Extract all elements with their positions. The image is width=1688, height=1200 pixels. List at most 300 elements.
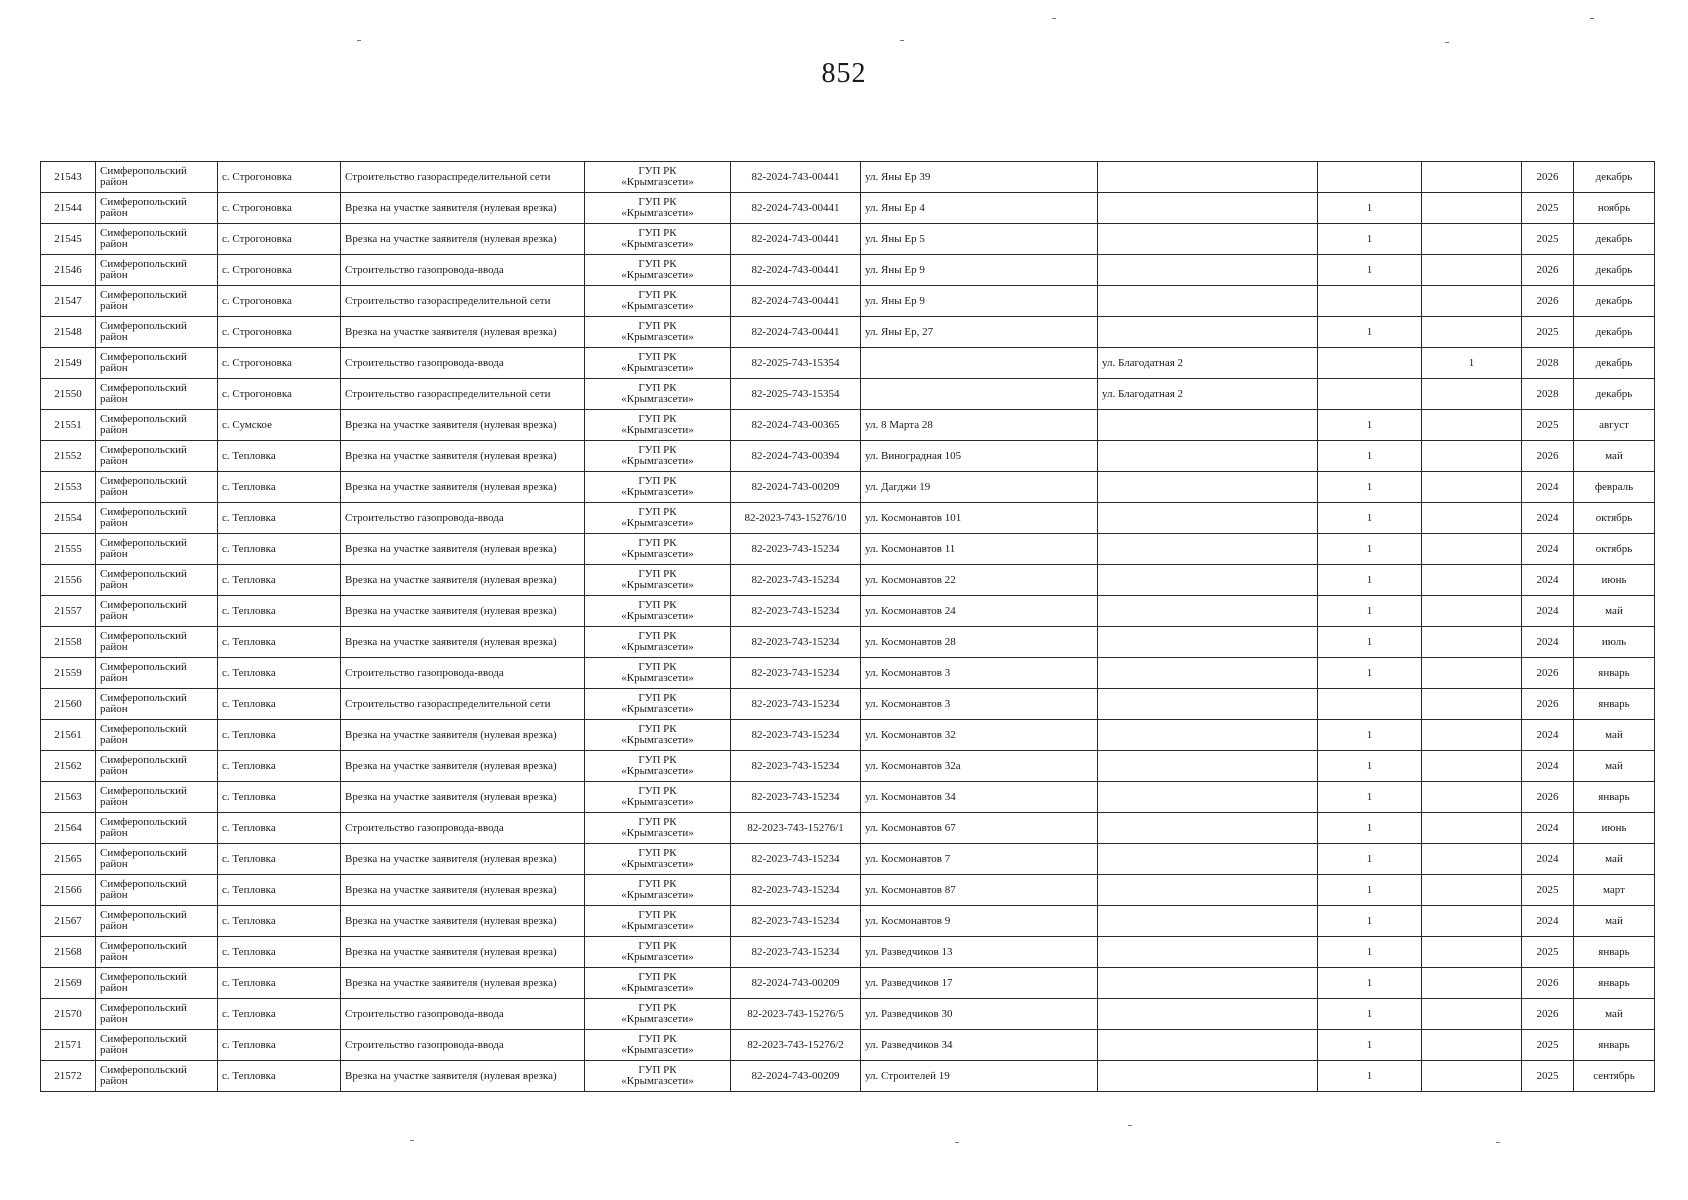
organization-quote-line: «Крымгазсети» [621,1075,694,1087]
settlement-cell: с. Тепловка [218,875,341,906]
month-cell: декабрь [1574,317,1655,348]
organization-name-line: ГУП РК [638,1033,677,1045]
organization-name-line: ГУП РК [638,413,677,425]
address-cell [861,379,1098,410]
project-code-cell: 82-2024-743-00209 [731,1061,861,1092]
row-number: 21550 [41,379,96,410]
table-row [41,689,1655,720]
year-cell: 2026 [1522,689,1574,720]
district-cell: Симферопольский район [96,348,218,379]
address-extra-cell [1098,813,1318,844]
organization-cell [585,441,731,472]
quantity-cell: 1 [1318,937,1422,968]
quantity-extra-cell [1422,751,1522,782]
organization-quote-line: «Крымгазсети» [621,1044,694,1056]
month-cell: декабрь [1574,286,1655,317]
address-extra-cell [1098,286,1318,317]
district-cell: Симферопольский район [96,689,218,720]
year-cell: 2026 [1522,441,1574,472]
address-extra-cell [1098,1030,1318,1061]
table-row [41,286,1655,317]
district-cell: Симферопольский район [96,379,218,410]
work-type-cell: Врезка на участке заявителя (нулевая врезка) [341,534,585,565]
month-cell: май [1574,906,1655,937]
address-extra-cell [1098,937,1318,968]
work-type-cell: Врезка на участке заявителя (нулевая врезка) [341,596,585,627]
quantity-cell: 1 [1318,565,1422,596]
year-cell: 2026 [1522,968,1574,999]
address-cell: ул. Яны Ер 9 [861,286,1098,317]
table-row [41,255,1655,286]
address-cell: ул. Разведчиков 17 [861,968,1098,999]
quantity-cell: 1 [1318,627,1422,658]
quantity-cell: 1 [1318,658,1422,689]
settlement-cell: с. Строгоновка [218,317,341,348]
scan-speck [955,1142,959,1143]
address-extra-cell [1098,596,1318,627]
project-code-cell: 82-2024-743-00441 [731,317,861,348]
address-cell: ул. Космонавтов 3 [861,658,1098,689]
district-cell: Симферопольский район [96,999,218,1030]
register-table [40,161,1655,1092]
project-code-cell: 82-2023-743-15234 [731,596,861,627]
organization-quote-line: «Крымгазсети» [621,703,694,715]
organization-name-line: ГУП РК [638,971,677,983]
district-cell: Симферопольский район [96,1030,218,1061]
district-cell: Симферопольский район [96,751,218,782]
organization-cell [585,689,731,720]
month-cell: май [1574,999,1655,1030]
table-row [41,844,1655,875]
work-type-cell: Врезка на участке заявителя (нулевая врезка) [341,968,585,999]
work-type-cell: Строительство газопровода-ввода [341,255,585,286]
address-extra-cell [1098,441,1318,472]
year-cell: 2025 [1522,193,1574,224]
address-cell: ул. Разведчиков 34 [861,1030,1098,1061]
quantity-cell: 1 [1318,255,1422,286]
district-cell: Симферопольский район [96,658,218,689]
month-cell: январь [1574,658,1655,689]
address-extra-cell [1098,875,1318,906]
quantity-cell [1318,348,1422,379]
organization-cell [585,1030,731,1061]
work-type-cell: Врезка на участке заявителя (нулевая врезка) [341,224,585,255]
quantity-cell: 1 [1318,844,1422,875]
year-cell: 2028 [1522,348,1574,379]
settlement-cell: с. Строгоновка [218,379,341,410]
address-extra-cell [1098,968,1318,999]
table-row [41,937,1655,968]
quantity-cell: 1 [1318,224,1422,255]
organization-cell [585,410,731,441]
work-type-cell: Строительство газораспределительной сети [341,689,585,720]
month-cell: январь [1574,937,1655,968]
settlement-cell: с. Строгоновка [218,286,341,317]
work-type-cell: Строительство газораспределительной сети [341,162,585,193]
settlement-cell: с. Тепловка [218,937,341,968]
month-cell: сентябрь [1574,1061,1655,1092]
organization-name-line: ГУП РК [638,1002,677,1014]
month-cell: май [1574,441,1655,472]
quantity-cell [1318,286,1422,317]
row-number: 21571 [41,1030,96,1061]
year-cell: 2025 [1522,937,1574,968]
address-cell: ул. Космонавтов 11 [861,534,1098,565]
project-code-cell: 82-2023-743-15234 [731,658,861,689]
district-cell: Симферопольский район [96,596,218,627]
quantity-extra-cell [1422,224,1522,255]
organization-cell [585,875,731,906]
settlement-cell: с. Тепловка [218,844,341,875]
address-extra-cell [1098,472,1318,503]
settlement-cell: с. Тепловка [218,441,341,472]
settlement-cell: с. Тепловка [218,720,341,751]
quantity-extra-cell [1422,317,1522,348]
project-code-cell: 82-2023-743-15234 [731,937,861,968]
table-row [41,1061,1655,1092]
month-cell: декабрь [1574,255,1655,286]
organization-name-line: ГУП РК [638,754,677,766]
organization-quote-line: «Крымгазсети» [621,641,694,653]
organization-quote-line: «Крымгазсети» [621,176,694,188]
quantity-extra-cell [1422,441,1522,472]
row-number: 21560 [41,689,96,720]
organization-quote-line: «Крымгазсети» [621,796,694,808]
month-cell: январь [1574,782,1655,813]
project-code-cell: 82-2023-743-15234 [731,751,861,782]
row-number: 21559 [41,658,96,689]
quantity-cell: 1 [1318,968,1422,999]
scan-speck [900,40,904,41]
table-row [41,658,1655,689]
month-cell: июль [1574,627,1655,658]
address-extra-cell [1098,162,1318,193]
project-code-cell: 82-2023-743-15276/1 [731,813,861,844]
organization-cell [585,782,731,813]
table-row [41,162,1655,193]
address-cell: ул. Космонавтов 32 [861,720,1098,751]
work-type-cell: Врезка на участке заявителя (нулевая врезка) [341,565,585,596]
month-cell: июнь [1574,565,1655,596]
organization-quote-line: «Крымгазсети» [621,393,694,405]
organization-name-line: ГУП РК [638,382,677,394]
address-cell: ул. Разведчиков 30 [861,999,1098,1030]
quantity-extra-cell [1422,658,1522,689]
work-type-cell: Врезка на участке заявителя (нулевая врезка) [341,410,585,441]
year-cell: 2026 [1522,658,1574,689]
quantity-extra-cell [1422,720,1522,751]
month-cell: январь [1574,968,1655,999]
year-cell: 2025 [1522,875,1574,906]
address-cell: ул. Космонавтов 22 [861,565,1098,596]
address-cell: ул. Космонавтов 34 [861,782,1098,813]
organization-name-line: ГУП РК [638,165,677,177]
address-extra-cell [1098,627,1318,658]
table-row [41,317,1655,348]
address-cell: ул. Космонавтов 7 [861,844,1098,875]
organization-quote-line: «Крымгазсети» [621,362,694,374]
address-cell: ул. Космонавтов 24 [861,596,1098,627]
district-cell: Симферопольский район [96,782,218,813]
district-cell: Симферопольский район [96,255,218,286]
scan-speck [357,40,361,41]
address-cell: ул. Космонавтов 32а [861,751,1098,782]
row-number: 21549 [41,348,96,379]
settlement-cell: с. Тепловка [218,534,341,565]
organization-quote-line: «Крымгазсети» [621,300,694,312]
project-code-cell: 82-2024-743-00365 [731,410,861,441]
district-cell: Симферопольский район [96,317,218,348]
organization-quote-line: «Крымгазсети» [621,331,694,343]
project-code-cell: 82-2023-743-15234 [731,627,861,658]
row-number: 21556 [41,565,96,596]
table-row [41,751,1655,782]
work-type-cell: Строительство газопровода-ввода [341,813,585,844]
work-type-cell: Врезка на участке заявителя (нулевая врезка) [341,627,585,658]
row-number: 21543 [41,162,96,193]
register-body [41,162,1655,1092]
district-cell: Симферопольский район [96,906,218,937]
year-cell: 2024 [1522,534,1574,565]
work-type-cell: Врезка на участке заявителя (нулевая врезка) [341,317,585,348]
address-extra-cell [1098,844,1318,875]
organization-quote-line: «Крымгазсети» [621,207,694,219]
organization-cell [585,348,731,379]
address-extra-cell [1098,689,1318,720]
quantity-cell [1318,689,1422,720]
quantity-extra-cell [1422,968,1522,999]
row-number: 21572 [41,1061,96,1092]
organization-quote-line: «Крымгазсети» [621,610,694,622]
organization-quote-line: «Крымгазсети» [621,827,694,839]
organization-name-line: ГУП РК [638,444,677,456]
quantity-cell: 1 [1318,782,1422,813]
organization-name-line: ГУП РК [638,661,677,673]
quantity-extra-cell [1422,162,1522,193]
work-type-cell: Строительство газораспределительной сети [341,286,585,317]
quantity-extra-cell [1422,193,1522,224]
quantity-cell: 1 [1318,999,1422,1030]
organization-name-line: ГУП РК [638,599,677,611]
page-number: 852 [821,58,867,89]
year-cell: 2024 [1522,472,1574,503]
scan-speck [1128,1125,1132,1126]
project-code-cell: 82-2024-743-00441 [731,224,861,255]
table-row [41,906,1655,937]
organization-name-line: ГУП РК [638,227,677,239]
year-cell: 2026 [1522,782,1574,813]
quantity-cell: 1 [1318,596,1422,627]
organization-quote-line: «Крымгазсети» [621,858,694,870]
scan-speck [1445,42,1449,43]
month-cell: декабрь [1574,224,1655,255]
quantity-cell [1318,379,1422,410]
organization-quote-line: «Крымгазсети» [621,889,694,901]
organization-cell [585,720,731,751]
quantity-extra-cell [1422,472,1522,503]
quantity-cell [1318,162,1422,193]
table-row [41,720,1655,751]
organization-cell [585,162,731,193]
month-cell: май [1574,751,1655,782]
address-extra-cell [1098,720,1318,751]
district-cell: Симферопольский район [96,968,218,999]
quantity-cell: 1 [1318,1030,1422,1061]
district-cell: Симферопольский район [96,410,218,441]
table-row [41,379,1655,410]
month-cell: август [1574,410,1655,441]
address-extra-cell [1098,999,1318,1030]
work-type-cell: Врезка на участке заявителя (нулевая врезка) [341,441,585,472]
work-type-cell: Строительство газопровода-ввода [341,999,585,1030]
address-cell: ул. Строителей 19 [861,1061,1098,1092]
row-number: 21554 [41,503,96,534]
month-cell: июнь [1574,813,1655,844]
quantity-extra-cell [1422,410,1522,441]
settlement-cell: с. Тепловка [218,751,341,782]
project-code-cell: 82-2023-743-15234 [731,689,861,720]
scan-speck [1496,1142,1500,1143]
row-number: 21562 [41,751,96,782]
district-cell: Симферопольский район [96,720,218,751]
quantity-cell: 1 [1318,503,1422,534]
address-extra-cell [1098,1061,1318,1092]
organization-name-line: ГУП РК [638,1064,677,1076]
organization-quote-line: «Крымгазсети» [621,424,694,436]
address-cell: ул. Яны Ер 39 [861,162,1098,193]
quantity-cell: 1 [1318,317,1422,348]
scan-speck [410,1140,414,1141]
district-cell: Симферопольский район [96,1061,218,1092]
year-cell: 2026 [1522,286,1574,317]
project-code-cell: 82-2025-743-15354 [731,379,861,410]
table-row [41,627,1655,658]
address-cell: ул. Космонавтов 3 [861,689,1098,720]
quantity-cell: 1 [1318,410,1422,441]
organization-cell [585,503,731,534]
address-extra-cell [1098,565,1318,596]
organization-name-line: ГУП РК [638,537,677,549]
organization-quote-line: «Крымгазсети» [621,517,694,529]
settlement-cell: с. Тепловка [218,968,341,999]
month-cell: май [1574,596,1655,627]
project-code-cell: 82-2023-743-15234 [731,906,861,937]
year-cell: 2024 [1522,503,1574,534]
quantity-extra-cell [1422,906,1522,937]
project-code-cell: 82-2023-743-15234 [731,844,861,875]
row-number: 21553 [41,472,96,503]
work-type-cell: Врезка на участке заявителя (нулевая врезка) [341,782,585,813]
organization-cell [585,255,731,286]
project-code-cell: 82-2023-743-15276/2 [731,1030,861,1061]
organization-cell [585,813,731,844]
year-cell: 2025 [1522,224,1574,255]
table-row [41,813,1655,844]
row-number: 21563 [41,782,96,813]
project-code-cell: 82-2024-743-00209 [731,472,861,503]
organization-name-line: ГУП РК [638,475,677,487]
row-number: 21570 [41,999,96,1030]
quantity-extra-cell [1422,534,1522,565]
project-code-cell: 82-2023-743-15234 [731,782,861,813]
month-cell: февраль [1574,472,1655,503]
organization-name-line: ГУП РК [638,258,677,270]
quantity-extra-cell [1422,565,1522,596]
settlement-cell: с. Тепловка [218,782,341,813]
work-type-cell: Врезка на участке заявителя (нулевая врезка) [341,751,585,782]
address-extra-cell [1098,782,1318,813]
quantity-extra-cell [1422,596,1522,627]
quantity-cell: 1 [1318,720,1422,751]
work-type-cell: Врезка на участке заявителя (нулевая врезка) [341,844,585,875]
quantity-extra-cell [1422,782,1522,813]
organization-quote-line: «Крымгазсети» [621,238,694,250]
row-number: 21557 [41,596,96,627]
quantity-cell: 1 [1318,441,1422,472]
organization-cell [585,565,731,596]
address-extra-cell [1098,751,1318,782]
organization-name-line: ГУП РК [638,940,677,952]
district-cell: Симферопольский район [96,534,218,565]
organization-name-line: ГУП РК [638,568,677,580]
work-type-cell: Строительство газопровода-ввода [341,348,585,379]
month-cell: октябрь [1574,503,1655,534]
organization-quote-line: «Крымгазсети» [621,951,694,963]
organization-quote-line: «Крымгазсети» [621,982,694,994]
district-cell: Симферопольский район [96,472,218,503]
project-code-cell: 82-2023-743-15234 [731,565,861,596]
quantity-extra-cell [1422,503,1522,534]
year-cell: 2025 [1522,1030,1574,1061]
project-code-cell: 82-2024-743-00441 [731,193,861,224]
quantity-extra-cell: 1 [1422,348,1522,379]
address-extra-cell: ул. Благодатная 2 [1098,348,1318,379]
project-code-cell: 82-2024-743-00441 [731,286,861,317]
year-cell: 2026 [1522,162,1574,193]
quantity-cell: 1 [1318,534,1422,565]
row-number: 21561 [41,720,96,751]
organization-cell [585,627,731,658]
address-cell: ул. Яны Ер 9 [861,255,1098,286]
address-cell: ул. Космонавтов 101 [861,503,1098,534]
settlement-cell: с. Тепловка [218,565,341,596]
project-code-cell: 82-2024-743-00441 [731,162,861,193]
district-cell: Симферопольский район [96,193,218,224]
organization-cell [585,968,731,999]
address-cell: ул. Яны Ер, 27 [861,317,1098,348]
organization-cell [585,751,731,782]
year-cell: 2026 [1522,255,1574,286]
project-code-cell: 82-2023-743-15234 [731,875,861,906]
work-type-cell: Врезка на участке заявителя (нулевая врезка) [341,1061,585,1092]
work-type-cell: Врезка на участке заявителя (нулевая врезка) [341,193,585,224]
quantity-extra-cell [1422,813,1522,844]
organization-name-line: ГУП РК [638,878,677,890]
address-cell: ул. Разведчиков 13 [861,937,1098,968]
year-cell: 2024 [1522,844,1574,875]
year-cell: 2024 [1522,596,1574,627]
table-row [41,1030,1655,1061]
settlement-cell: с. Тепловка [218,1030,341,1061]
address-extra-cell [1098,534,1318,565]
address-cell: ул. Космонавтов 87 [861,875,1098,906]
quantity-extra-cell [1422,627,1522,658]
table-row [41,968,1655,999]
project-code-cell: 82-2023-743-15276/5 [731,999,861,1030]
district-cell: Симферопольский район [96,503,218,534]
month-cell: декабрь [1574,379,1655,410]
organization-cell [585,999,731,1030]
